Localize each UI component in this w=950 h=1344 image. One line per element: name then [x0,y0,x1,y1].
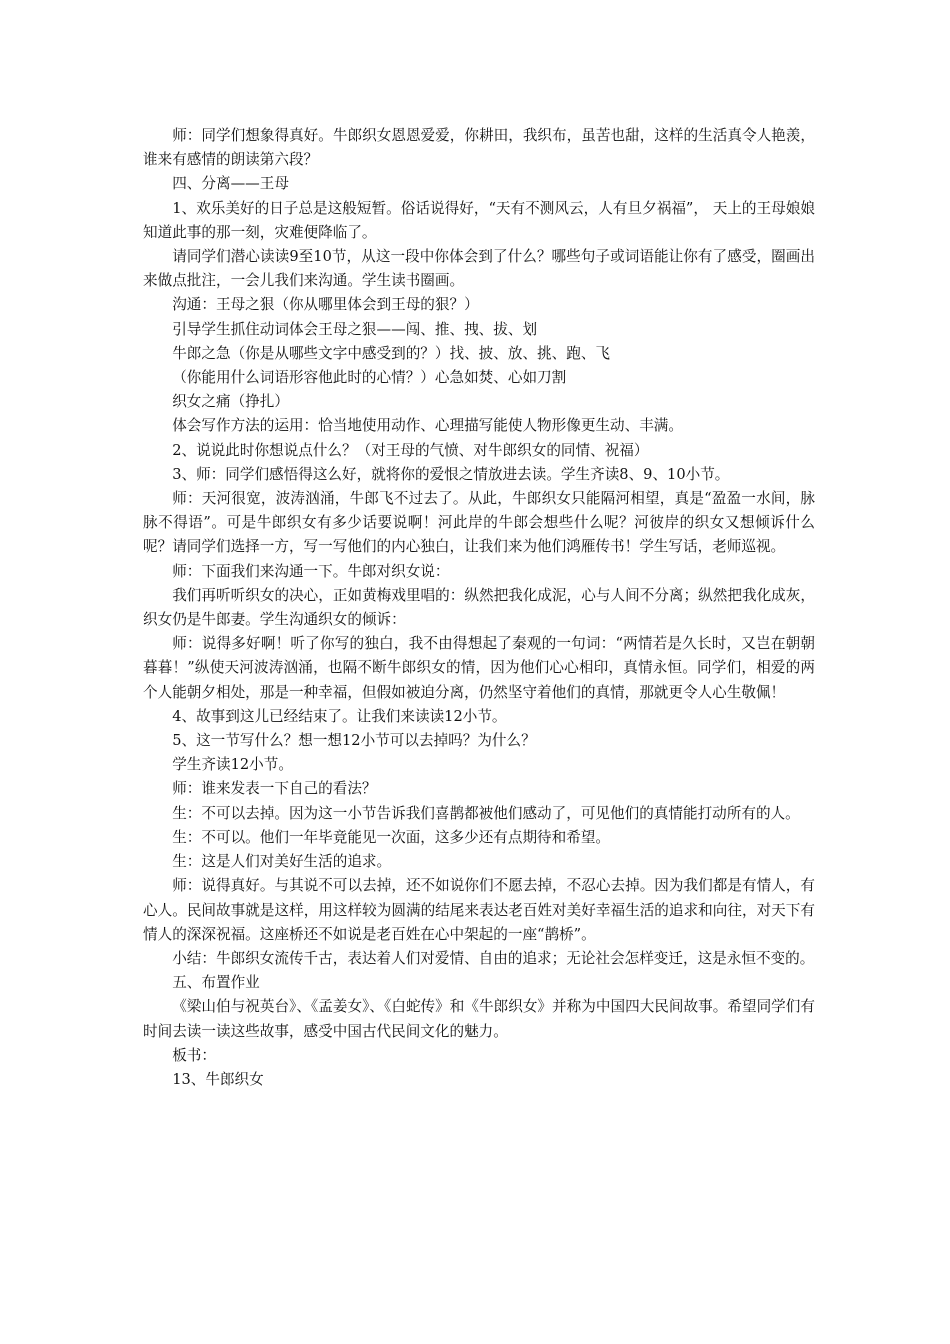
paragraph-student-answer-3: 生：这是人们对美好生活的追求。 [172,853,392,871]
paragraph-student-answer-2: 生：不可以。他们一年毕竟能见一次面，这多少还有点期待和希望。 [172,828,611,846]
section-heading-separation: 四、分离——王母 [172,175,289,193]
paragraph-say-something: 2、说说此时你想说点什么？（对王母的气愤、对牛郎织女的同情、祝福） [172,441,649,459]
section-heading-homework: 五、布置作业 [172,974,260,992]
paragraph-qin-guan-poem: 师：说得多好啊！听了你写的独白，我不由得想起了秦观的一句词：“两情若是久长时，又岂在朝朝暮暮！”纵使天河波涛汹涌，也隔不断牛郎织女的情，因为他们心心相印，真情永恒。同学们，相爱的两个人能朝夕相处，那是一种幸福，但假如被迫分离，仍然坚守着他们的真情，那就更令人心生敬佩！ [143,635,815,701]
paragraph-weaver-pain: 织女之痛（挣扎） [172,393,289,411]
paragraph-students-read: 学生齐读12小节。 [172,756,293,774]
paragraph-student-answer-1: 生：不可以去掉。因为这一小节告诉我们喜鹊都被他们感动了，可见他们的真情能打动所有的人。 [172,804,800,822]
paragraph-verbs-cruelty: 引导学生抓住动词体会王母之狠——闯、推、拽、拔、划 [172,320,538,338]
paragraph-cowherd-urgency: 牛郎之急（你是从哪些文字中感受到的？）找、披、放、挑、跑、飞 [172,344,611,362]
paragraph-cowherd-feelings: （你能用什么词语形容他此时的心情？）心急如焚、心如刀割 [172,369,567,387]
paragraph-milky-way: 师：天河很宽，波涛汹涌，牛郎飞不过去了。从此，牛郎织女只能隔河相望，真是“盈盈一水间，脉脉不得语”。可是牛郎织女有多少话要说啊！河此岸的牛郎会想些什么呢？河彼岸的织女又想倾诉什么呢？请同学们选择一方，写一写他们的内心独白，让我们来为他们鸿雁传书！学生写话，老师巡视。 [143,490,815,556]
paragraph-happy-days: 1、欢乐美好的日子总是这般短暂。俗话说得好，“天有不测风云，人有旦夕祸福”， 天上的王母娘娘知道此事的那一刻，灾难便降临了。 [143,199,815,241]
paragraph-queen-cruelty: 沟通：王母之狠（你从哪里体会到王母的狠？） [172,296,479,314]
paragraph-teacher-summary: 师：说得真好。与其说不可以去掉，还不如说你们不愿去掉，不忍心去掉。因为我们都是有情人，有心人。民间故事就是这样，用这样较为圆满的结尾来表达老百姓对美好幸福生活的追求和向往，对天下有情人的深深祝福。这座桥还不如说是老百姓在心中架起的一座“鹊桥”。 [143,877,815,943]
paragraph-teacher-question: 师：谁来发表一下自己的看法？ [172,780,377,798]
paragraph-cowherd-says: 师：下面我们来沟通一下。牛郎对织女说： [172,562,450,580]
paragraph-read-sections: 请同学们潜心读读9至10节，从这一段中你体会到了什么？哪些句子或词语能让你有了感受，圈画出来做点批注，一会儿我们来沟通。学生读书圈画。 [143,248,815,290]
paragraph-blackboard-title: 13、牛郎织女 [172,1070,264,1088]
paragraph-conclusion: 小结：牛郎织女流传千古，表达着人们对爱情、自由的追求；无论社会怎样变迁，这是永恒不变的。 [172,949,815,967]
document-body [143,124,815,1092]
paragraph-weaver-resolve: 我们再听听织女的决心，正如黄梅戏里唱的：纵然把我化成泥，心与人间不分离；纵然把我化成灰，织女仍是牛郎妻。学生沟通织女的倾诉： [143,586,815,629]
paragraph-section-twelve: 5、这一节写什么？想一想12小节可以去掉吗？为什么？ [172,732,536,750]
paragraph-read-together: 3、师：同学们感悟得这么好，就将你的爱恨之情放进去读。学生齐读8、9、10小节。 [172,465,730,483]
paragraph-teacher-imagination: 师：同学们想象得真好。牛郎织女恩恩爱爱，你耕田，我织布，虽苦也甜，这样的生活真令人艳羡，谁来有感情的朗读第六段？ [143,127,815,169]
paragraph-four-folk-tales: 《梁山伯与祝英台》、《孟姜女》、《白蛇传》和《牛郎织女》并称为中国四大民间故事。希望同学们有时间去读一读这些故事，感受中国古代民间文化的魅力。 [143,998,815,1040]
paragraph-story-ended: 4、故事到这儿已经结束了。让我们来读读12小节。 [172,707,507,725]
paragraph-writing-method: 体会写作方法的运用：恰当地使用动作、心理描写能使人物形像更生动、丰满。 [172,417,683,435]
paragraph-blackboard-label: 板书： [172,1046,216,1064]
